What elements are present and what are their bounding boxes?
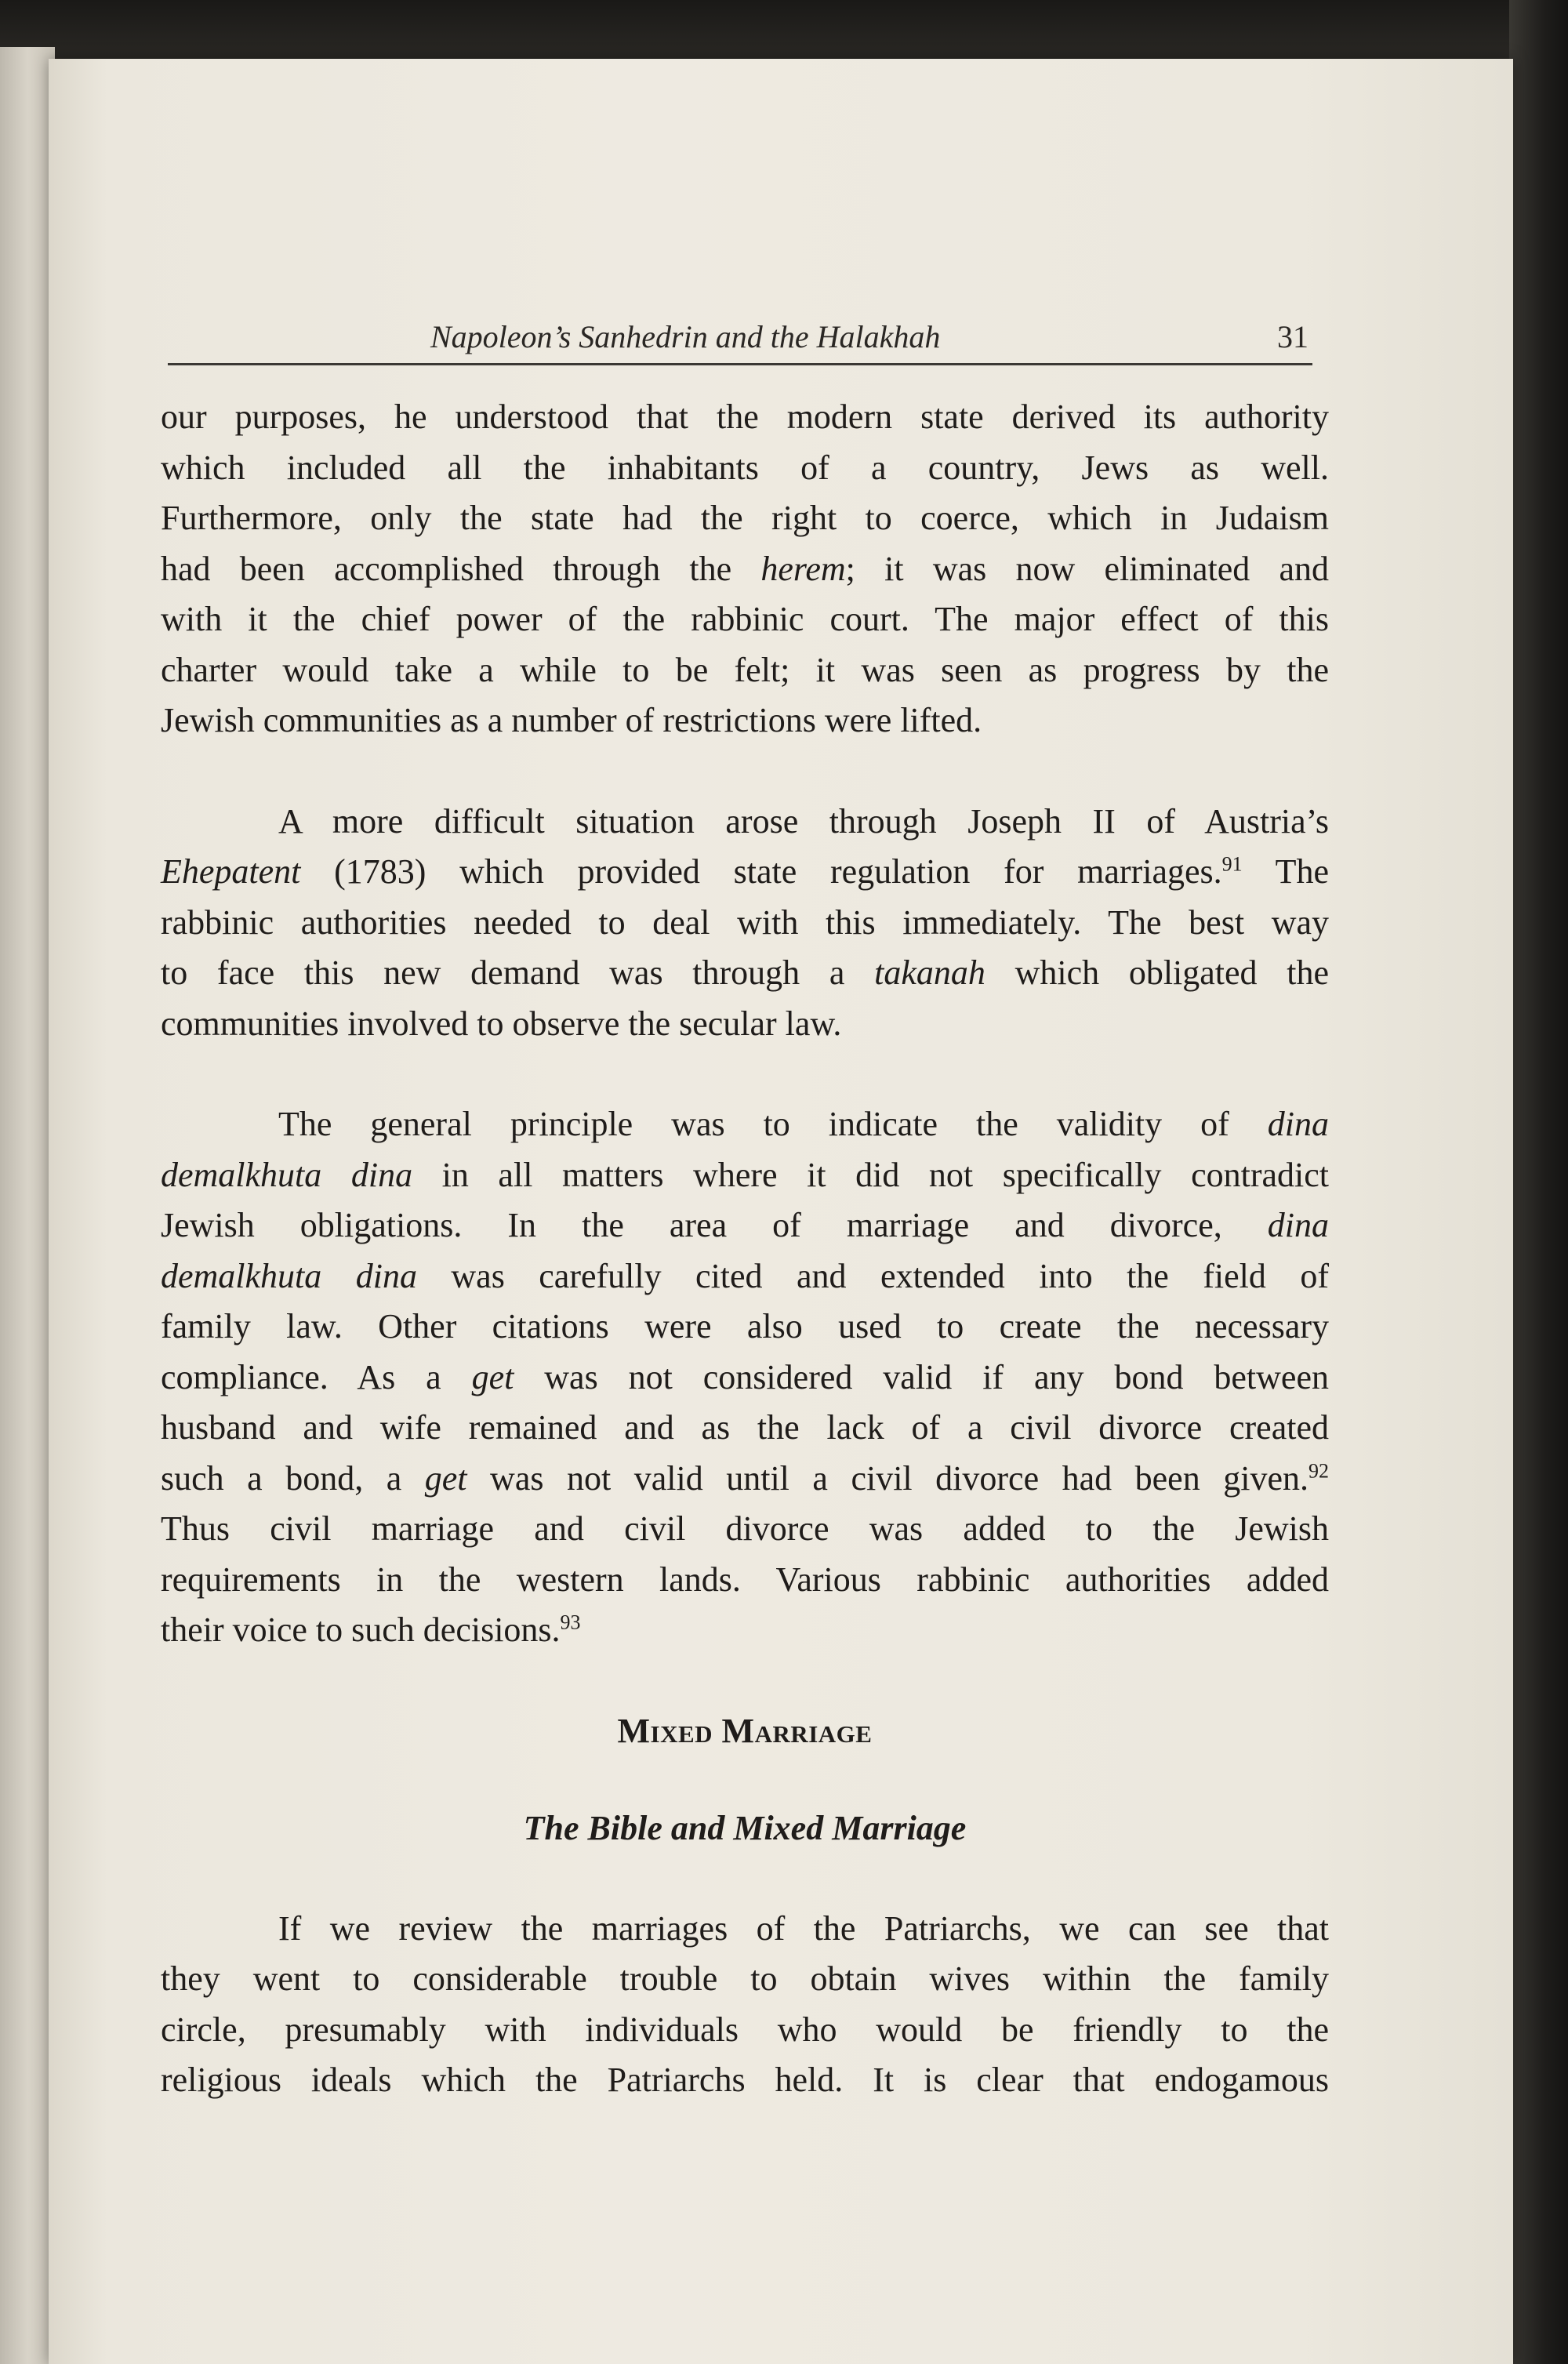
text-line: their voice to such decisions.$^{93}$: [161, 1610, 581, 1649]
text-line: charter would take a while to be felt; it was seen as progress by the: [161, 650, 1329, 689]
footnote-ref: 91: [1221, 852, 1243, 876]
italic-term: get: [424, 1458, 467, 1498]
text-line: circle, presumably with individuals who would be friendly to the: [161, 2010, 1329, 2049]
facing-page-edge: [0, 47, 55, 2364]
text-line: If we review the marriages of the Patriarchs, we can see that: [278, 1908, 1329, 1948]
text-line: communities involved to observe the secular law.: [161, 1004, 842, 1043]
italic-term: dina: [1267, 1105, 1329, 1143]
italic-term: get: [471, 1357, 514, 1396]
subsection-heading: The Bible and Mixed Marriage: [523, 1808, 967, 1847]
text-line: The general principle was to indicate the validity of dina: [278, 1105, 1329, 1143]
header-rule: [168, 363, 1312, 365]
paragraph-3: [161, 1099, 1329, 1656]
text-line: requirements in the western lands. Various rabbinic authorities added: [161, 1560, 1329, 1599]
text-line: family law. Other citations were also used to create the necessary: [161, 1307, 1329, 1345]
paragraph-1: [161, 392, 1329, 746]
running-header: [168, 314, 1312, 361]
text-line: husband and wife remained and as the lack of a civil divorce created: [161, 1408, 1329, 1447]
text-line: such a bond, a get was not valid until a civil divorce had been given.$^{92}$: [161, 1458, 1329, 1498]
text-line: Jewish obligations. In the area of marriage and divorce, dina: [161, 1206, 1329, 1244]
footnote-ref: 93: [560, 1610, 581, 1634]
paragraph-4: [161, 1904, 1329, 2106]
section-heading: Mixed Marriage: [617, 1711, 873, 1750]
italic-term: herem: [760, 549, 846, 588]
italic-term: demalkhuta dina: [161, 1155, 413, 1194]
italic-term: demalkhuta dina: [161, 1256, 417, 1295]
text-line: which included all the inhabitants of a country, Jews as well.: [161, 448, 1329, 487]
text-line: compliance. As a get was not considered valid if any bond between: [161, 1357, 1329, 1396]
italic-term: takanah: [874, 953, 985, 992]
text-line: had been accomplished through the herem; it was now eliminated and: [161, 549, 1329, 588]
text-line: demalkhuta dina was carefully cited and extended into the field of: [161, 1256, 1329, 1295]
text-line: Thus civil marriage and civil divorce was added to the Jewish: [161, 1509, 1329, 1548]
running-title: Napoleon’s Sanhedrin and the Halakhah: [430, 319, 941, 354]
text-line: Furthermore, only the state had the right to coerce, which in Judaism: [161, 499, 1329, 537]
text-line: Jewish communities as a number of restrictions were lifted.: [161, 701, 982, 739]
text-line: rabbinic authorities needed to deal with this immediately. The best way: [161, 902, 1329, 942]
text-line: our purposes, he understood that the modern state derived its authority: [161, 398, 1329, 436]
paragraph-2: [161, 797, 1329, 1050]
text-line: religious ideals which the Patriarchs held. It is clear that endogamous: [161, 2061, 1329, 2099]
footnote-ref: 92: [1308, 1458, 1329, 1482]
text-line: to face this new demand was through a takanah which obligated the: [161, 953, 1330, 992]
text-line: A more difficult situation arose through Joseph II of Austria’s: [278, 801, 1329, 841]
text-line: demalkhuta dina in all matters where it did not specifically contradict: [161, 1155, 1329, 1194]
text-line: Ehepatent (1783) which provided state regulation for marriages.$^{91}$ The: [161, 852, 1329, 891]
body-text: [161, 392, 1329, 2106]
italic-term: dina: [1267, 1206, 1329, 1244]
page-number: 31: [1277, 319, 1308, 354]
text-line: with it the chief power of the rabbinic court. The major effect of this: [161, 600, 1329, 638]
italic-term: Ehepatent: [161, 852, 301, 891]
text-line: they went to considerable trouble to obtain wives within the family: [161, 1959, 1329, 1998]
book-edge: [1509, 0, 1568, 2364]
